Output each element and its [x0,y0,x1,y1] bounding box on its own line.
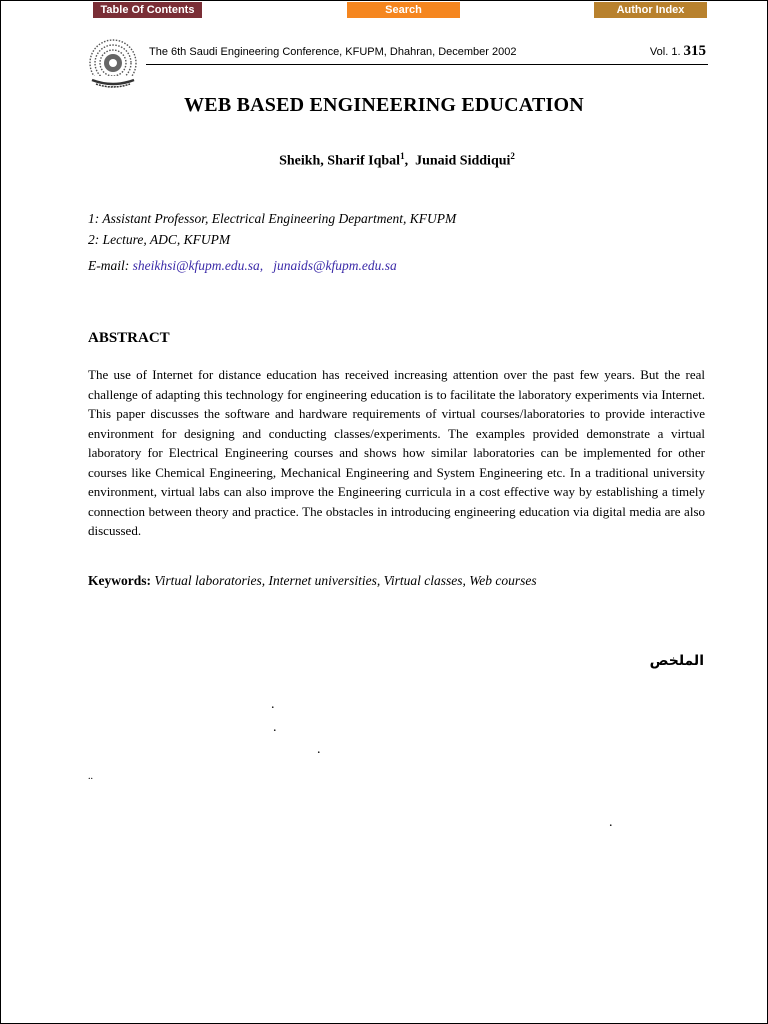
author-1-superscript: 1 [400,151,405,161]
email-line [88,258,397,274]
email-link-2[interactable]: junaids@kfupm.edu.sa [273,258,397,273]
table-of-contents-button[interactable]: Table Of Contents [93,2,202,18]
email-separator: , [259,258,264,273]
authors-line [0,151,768,170]
page-number: 315 [683,43,706,59]
header-rule [146,64,708,65]
keywords-value: Virtual laboratories, Internet universities, Virtual classes, Web courses [154,573,537,588]
arabic-text-dot: . [317,742,321,757]
conference-logo-icon [84,38,142,90]
arabic-text-dot: . [271,697,275,712]
keywords-label: Keywords: [88,573,151,588]
email-link-1[interactable]: sheikhsi@kfupm.edu.sa [132,258,260,273]
arabic-abstract-heading: الملخص [649,653,704,669]
affiliation-2: 2: Lecture, ADC, KFUPM [88,232,231,247]
author-2: Junaid Siddiqui [415,153,511,169]
paper-title: WEB BASED ENGINEERING EDUCATION [184,94,584,116]
arabic-text-dot: . [273,720,277,735]
conference-title: The 6th Saudi Engineering Conference, KFUPM, Dhahran, December 2002 [149,46,517,58]
author-2-superscript: 2 [510,151,515,161]
volume-label: Vol. 1. [649,46,681,58]
abstract-heading: ABSTRACT [88,330,170,346]
arabic-text-dot: . [609,815,613,830]
affiliation-1: 1: Assistant Professor, Electrical Engineering Department, KFUPM [88,211,457,226]
keywords-line [88,573,537,589]
author-separator: , [404,153,409,169]
abstract-body: The use of Internet for distance education has received increasing attention over the past few years. But the real challenge of adapting this technology for engineering education is to facilitate the laboratory experiments via Internet. This paper discusses the software and hardware requirements of virtual courses/laboratories to provide interactive environment for designing and conducting classes/experiments. The examples provided demonstrate a virtual laboratory for Electrical Engineering courses and shows how similar laboratories can be implemented for other courses like Chemical Engineering, Mechanical Engineering and System Engineering etc. In a traditional university environment, virtual labs can also improve the Engineering curricula in a cost effective way by establishing a timely connection between theory and practice. The obstacles in introducing engineering education via digital media are also discussed. [88,367,705,538]
search-button[interactable]: Search [347,2,460,18]
volume-page-label [650,43,706,60]
arabic-text-dot: .. [88,771,93,782]
email-label: E-mail: [88,258,130,273]
author-1: Sheikh, Sharif Iqbal [279,153,401,169]
author-index-button[interactable]: Author Index [594,2,707,18]
navigation-bar [0,2,768,18]
